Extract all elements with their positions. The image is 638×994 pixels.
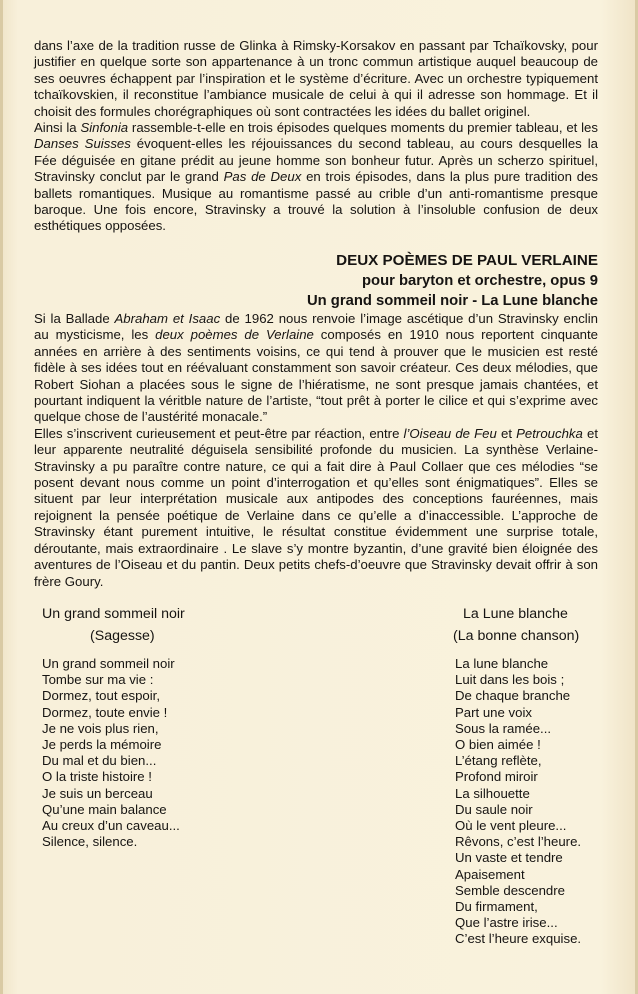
poem-right-line: Rêvons, c’est l’heure. [455, 834, 582, 850]
poem-right-line: De chaque branche [455, 688, 571, 704]
paragraph-text: dans l’axe de la tradition russe de Glinka à Rimsky-Korsakov en passant par Tchaïkovsky, pour justifier en quelque sorte son appartenance à un tronc commun artistique auquel beaucoup de ses oeuvres échappent par l’inspiration et le système d’écriture. Avec un orchestre typiquement tchaïkovskien, il reconstitue l’ambiance musicale de celui à qui il adresse son hommage. Et il choisit des formules chorégraphiques où sont contractées les idées du ballet originel. [34, 38, 598, 119]
poem-right-line: Un vaste et tendre [455, 850, 563, 866]
poem-right-title: La Lune blanche [463, 606, 568, 622]
body-text [34, 311, 598, 590]
paragraph-text: en trois épisodes, dans la plus pure tradition des ballets romantiques. Musique au romantisme passé au crible d’un anti-romantisme presque baroque. Une fois encore, Stravinsky a trouvé la solution à l’insoluble confusion de deux esthétiques opposées. [34, 169, 598, 234]
poem-right-line: C’est l’heure exquise. [455, 931, 582, 947]
poem-left-line: Je perds la mémoire [42, 737, 162, 753]
poem-left-line: Un grand sommeil noir [42, 656, 175, 671]
poem-right-line: Semble descendre [455, 882, 565, 898]
poem-right-line: Que l’astre irise... [455, 915, 558, 931]
poem-right-subtitle: (La bonne chanson) [453, 628, 580, 644]
poem-right-line: Du firmament, [455, 899, 538, 915]
page-edge-left [0, 0, 3, 994]
poem-left-line: Silence, silence. [42, 834, 138, 850]
italic-title-text: Petrouchka [516, 425, 583, 441]
poem-left-line: Dormez, toute envie ! [42, 704, 168, 720]
poem-left-title: Un grand sommeil noir [42, 606, 185, 622]
poem-right-line: La silhouette [455, 785, 530, 801]
poem-left-line: O la triste histoire ! [42, 769, 152, 785]
poem-left-line: Tombe sur ma vie : [42, 672, 154, 688]
poem-left-line: Je suis un berceau [42, 785, 153, 801]
poem-right-line: Sous la ramée... [455, 720, 552, 736]
poem-left-lines [42, 656, 180, 850]
body-paragraph-2 [34, 426, 598, 590]
poem-left-subtitle: (Sagesse) [90, 628, 155, 644]
heading-title: DEUX POÈMES DE PAUL VERLAINE [336, 252, 598, 269]
paragraph-text: Elles s’inscrivent curieusement et peut-être par réaction, entre [34, 425, 404, 441]
poem-left-line: Qu’une main balance [42, 801, 167, 817]
poem-right-line: Part une voix [455, 704, 532, 720]
italic-title-text: Abraham et Isaac [114, 311, 221, 326]
poem-right-line: La lune blanche [455, 656, 549, 671]
poem-left-line: Au creux d’un caveau... [42, 818, 180, 834]
paragraph-text: Si la Ballade [34, 311, 115, 326]
poem-right-line: L’étang reflète, [455, 753, 542, 769]
intro-text [34, 38, 598, 235]
poem-right-line: Luit dans les bois ; [455, 672, 565, 688]
body-paragraph-1 [34, 311, 598, 426]
poem-right-line: Apaisement [455, 866, 525, 882]
poem-right-line: Du saule noir [455, 801, 533, 817]
poem-right-line: Où le vent pleure... [455, 818, 567, 834]
paragraph-text: Ainsi la [34, 120, 81, 136]
poem-left-line: Dormez, tout espoir, [42, 688, 161, 704]
poem-right-line: Profond miroir [455, 769, 538, 785]
poem-right-line: O bien aimée ! [455, 737, 541, 753]
poem-left-line: Du mal et du bien... [42, 753, 157, 769]
italic-title-text: Sinfonia [80, 120, 129, 136]
italic-title-text: Danses Suisses [34, 136, 131, 152]
paragraph-text: composés en 1910 nous reportent cinquante années en arrière à des sentiments voisins, ce qui tend à prouver que le musicien est resté fidèle à ses idées tout en réévaluant constamment son savoir créateur. Ces deux mélodies, que Robert Siohan a placées sous le signe de l’hiératisme, ne sont presque jamais chantées, et pourtant indiquent la véritble nature de l’artiste, “tout prêt à porter le cilice et qui s’exprime avec quelque chose de l’austérité monacale.” [34, 327, 599, 425]
section-heading [307, 251, 598, 311]
intro-paragraph-2 [34, 120, 598, 235]
paragraph-text: évoquent-elles les réjouissances du second tableau, au cours desquelles la Fée déguisée en gitane prédit au jeune homme son bonheur futur. Après un scherzo spirituel, Stravinsky conclut par le grand [34, 136, 598, 185]
paragraph-text: et [496, 425, 517, 441]
heading-subtitle: pour baryton et orchestre, opus 9 [362, 273, 598, 289]
italic-title-text: l’Oiseau de Feu [403, 425, 497, 441]
italic-title-text: Pas de Deux [223, 169, 302, 185]
heading-works: Un grand sommeil noir - La Lune blanche [306, 293, 598, 309]
italic-title-text: deux poèmes de Verlaine [155, 327, 314, 343]
paragraph-text: de 1962 nous renvoie l’image ascétique d’un Stravinsky enclin au mysticisme, les [34, 311, 598, 343]
paragraph-text: et leur apparente neutralité déguisela sensibilité profonde du musicien. La synthèse Verlaine-Stravinsky a pu paraître contre nature, ce qui a fait dire à Paul Collaer que ces mélodies “se posent devant nous comme un point d’interrogation et qu’elles sont énigmatiques”. Elles se situent par leur interprétation musicale aux antipodes des conceptions fauréennes, mais rejoignent la pensée poétique de Verlaine dans ce qu’elle a d’inaccessible. L’approche de Stravinsky étant purement intuitive, le résultat constitue évidemment une surprise totale, déroutante, mais extraordinaire . Le slave s’y montre byzantin, d’une gravité bien éloignée des aventures de l’Oiseau et du pantin. Deux petits chefs-d’oeuvre que Stravinsky devait offrir à son frère Goury. [34, 425, 598, 589]
paragraph-text: rassemble-t-elle en trois épisodes quelques moments du premier tableau, et les [128, 120, 598, 136]
intro-paragraph-1 [34, 38, 598, 120]
poem-left-line: Je ne vois plus rien, [42, 720, 159, 736]
poem-right-lines [455, 656, 581, 948]
